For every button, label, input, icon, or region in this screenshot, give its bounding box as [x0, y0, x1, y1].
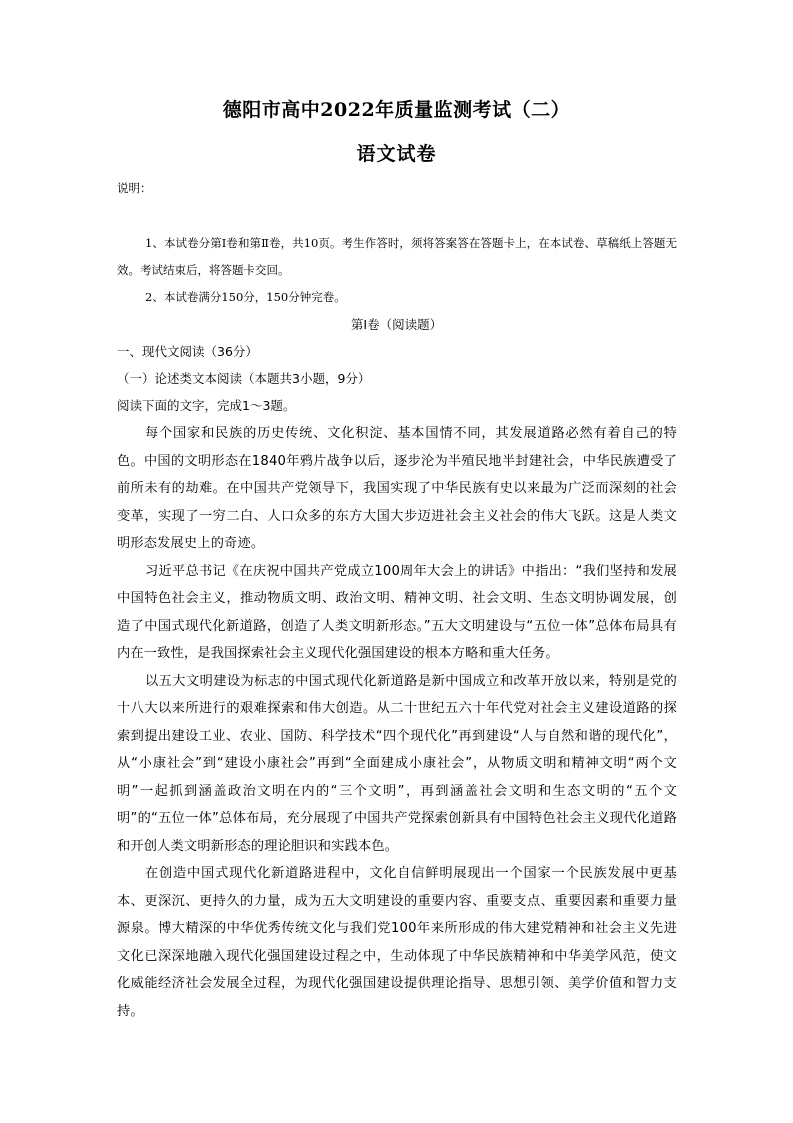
exam-title: 德阳市高中2022年质量监测考试（二） [222, 99, 571, 121]
section-title: 一、现代文阅读（36分） [117, 344, 258, 359]
passage-paragraph: 以五大文明建设为标志的中国式现代化新道路是新中国成立和改革开放以来，特别是党的十八大以来所进行的艰难探索和伟大创造。从二十世纪五六十年代党对社会主义建设道路的探索到提出建设工业、农业、国防、科学技术“四个现代化”再到建设“人与自然和谐的现代化”，从“小康社会”到“建设小康社会”再到“全面建成小康社会”，从物质文明和精神文明“两个文明”一起抓到涵盖政治文明在内的“三个文明”，再到涵盖社会文明和生态文明的“五个文明”的“五位一体”总体布局，充分展现了中国共产党探索创新具有中国特色社会主义现代化道路和开创人类文明新形态的理论胆识和实践本色。 [117, 673, 677, 854]
note-item: 2、本试卷满分150分，150分钟完卷。 [145, 290, 346, 304]
notes-label: 说明： [117, 181, 152, 195]
passage-paragraph: 在创造中国式现代化新道路进程中，文化自信鲜明展现出一个国家一个民族发展中更基本、更深沉、更持久的力量，成为五大文明建设的重要内容、重要支点、重要因素和重要力量源泉。博大精深的中华优秀传统文化与我们党100年来所形成的伟大建党精神和社会主义先进文化已深深地融入现代化强国建设过程之中，生动体现了中华民族精神和中华美学风范，使文化威能经济社会发展全过程，为现代化强国建设提供理论指导、思想引领、美学价值和智力支持。 [117, 866, 677, 1019]
note-item: 1、本试卷分第Ⅰ卷和第Ⅱ卷，共10页。考生作答时，须将答案答在答题卡上，在本试卷、草稿纸上答题无效。考试结束后，将答题卡交回。 [117, 236, 677, 277]
exam-subtitle: 语文试卷 [356, 143, 437, 165]
volume-title: 第Ⅰ卷（阅读题） [350, 317, 443, 332]
passage-paragraph: 每个国家和民族的历史传统、文化积淀、基本国情不同，其发展道路必然有着自己的特色。中国的文明形态在1840年鸦片战争以后，逐步沦为半殖民地半封建社会，中华民族遭受了前所未有的劫难。在中国共产党领导下，我国实现了中华民族有史以来最为广泛而深刻的社会变革，实现了一穷二白、人口众多的东方大国大步迈进社会主义社会的伟大飞跃。这是人类文明形态发展史上的奇迹。 [117, 426, 677, 551]
passage-paragraph: 习近平总书记《在庆祝中国共产党成立100周年大会上的讲话》中指出：“我们坚持和发展中国特色社会主义，推动物质文明、政治文明、精神文明、社会文明、生态文明协调发展，创造了中国式现代化新道路，创造了人类文明新形态。”五大文明建设与“五位一体”总体布局具有内在一致性，是我国探索社会主义现代化强国建设的根本方略和重大任务。 [117, 563, 677, 661]
reading-instruction: 阅读下面的文字，完成1～3题。 [117, 398, 296, 413]
subsection-title: （一）论述类文本阅读（本题共3小题，9分） [117, 371, 371, 386]
reading-passage [117, 420, 677, 1025]
